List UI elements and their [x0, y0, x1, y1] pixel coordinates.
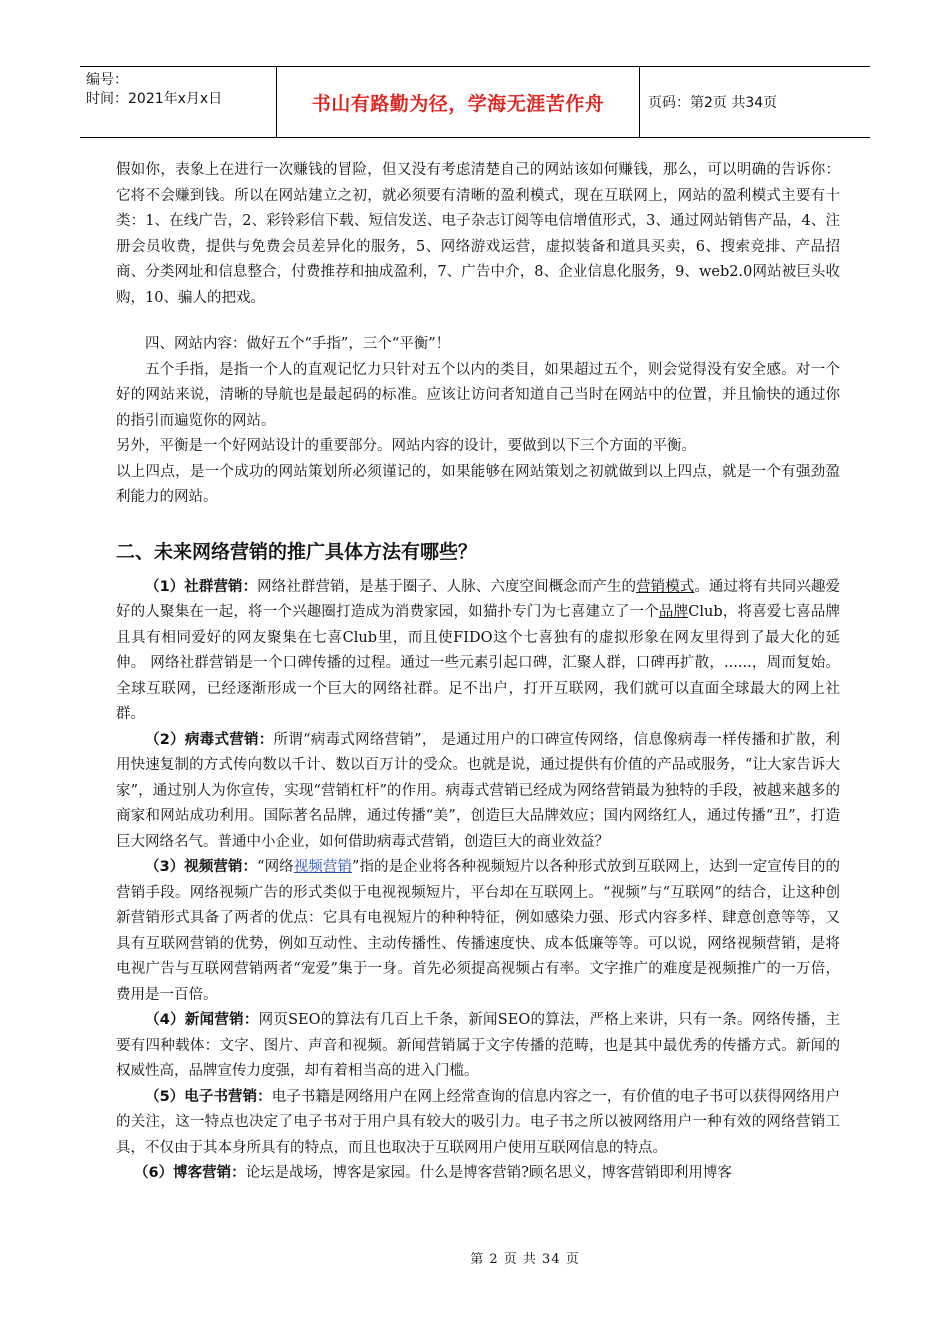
section-four-heading: 四、网站内容：做好五个“手指”，三个“平衡”！	[145, 336, 451, 352]
page-footer: 第 2 页 共 34 页	[470, 1252, 580, 1267]
number-label: 编号：	[86, 72, 128, 88]
item-video-marketing: （3）视频营销：“网络视频营销”指的是企业将各种视频短片以各种形式放到互联网上，达到一定宣传目的的营销手段。网络视频广告的形式类似于电视视频短片，平台却在互联网上。“视频”与“互联网”的结合，让这种创新营销形式具备了两者的优点：它具有电视短片的种种特征，例如感染力强、形式内容多样、肆意创意等等，又具有互联网营销的优势，例如互动性、主动传播性、传播速度快、成本低廉等等。可以说，网络视频营销，是将电视广告与互联网营销两者“宠爱”集于一身。首先必须提高视频占有率。文字推广的难度是视频推广的一万倍，费用是一百倍。	[116, 859, 840, 1003]
item-ebook-marketing: （5）电子书营销：电子书籍是网络用户在网上经常查询的信息内容之一，有价值的电子书可以获得网络用户的关注，这一特点也决定了电子书对于用户具有较大的吸引力。电子书之所以被网络用户一种有效的网络营销工具，不仅由于其本身所具有的特点，而且也取决于互联网用户使用互联网信息的特点。	[116, 1088, 841, 1156]
link-marketing-model[interactable]: 营销模式	[636, 578, 695, 595]
paragraph-balance: 另外，平衡是一个好网站设计的重要部分。网站内容的设计，要做到以下三个方面的平衡。	[116, 438, 696, 454]
item-label: （4）新闻营销：	[145, 1012, 259, 1028]
header-motto-cell	[276, 67, 640, 137]
item-viral-marketing: （2）病毒式营销：所谓“病毒式网络营销”， 是通过用户的口碑宣传网络，信息像病毒一样传播和扩散，利用快速复制的方式传向数以千计、数以百万计的受众。也就是说，通过提供有价值的产品或服务，“让大家告诉大家”，通过别人为你宣传，实现“营销杠杆”的作用。病毒式营销已经成为网络营销最为独特的手段，被越来越多的商家和网站成功利用。国际著名品牌，通过传播“美”，创造巨大品牌效应；国内网络红人，通过传播“丑”，打造巨大网络名气。普通中小企业，如何借助病毒式营销，创造巨大的商业效益？	[116, 731, 840, 850]
document-body	[116, 158, 840, 1187]
item-community-marketing: （1）社群营销：网络社群营销，是基于圈子、人脉、六度空间概念而产生的营销模式。通过将有共同兴趣爱好的人聚集在一起，将一个兴趣圈打造成为消费家园，如猫扑专门为七喜建立了一个品牌Club，将喜爱七喜品牌且具有相同爱好的网友聚集在七喜Club里，而且使FIDO这个七喜独有的虚拟形象在网友里得到了最大化的延伸。 网络社群营销是一个口碑传播的过程。通过一些元素引起口碑，汇聚人群，口碑再扩散，......，周而复始。全球互联网，已经逐渐形成一个巨大的网络社群。足不出户，打开互联网，我们就可以直面全球最大的网上社群。	[116, 578, 841, 722]
page-header	[80, 66, 870, 138]
paragraph-five-fingers: 五个手指，是指一个人的直观记忆力只针对五个以内的类目，如果超过五个，则会觉得没有安全感。对一个好的网站来说，清晰的导航也是最起码的标准。应该让访问者知道自己当时在网站中的位置，并且愉快的通过你的指引而遍览你的网站。	[116, 361, 840, 429]
item-label: （2）病毒式营销：	[145, 731, 274, 748]
item-blog-marketing: （6）博客营销：论坛是战场，博客是家园。什么是博客营销?顾名思义，博客营销即利用博客	[134, 1165, 732, 1181]
header-meta	[80, 67, 276, 137]
date-label: 时间：2021年x月x日	[86, 91, 223, 107]
item-label: （6）博客营销：	[134, 1165, 246, 1181]
section-two-heading: 二、未来网络营销的推广具体方法有哪些？	[116, 540, 478, 563]
header-page-info: 页码：第2页 共34页	[648, 95, 778, 111]
item-label: （3）视频营销：	[145, 859, 258, 875]
paragraph-summary: 以上四点，是一个成功的网站策划所必须谨记的，如果能够在网站策划之初就做到以上四点，就是一个有强劲盈利能力的网站。	[116, 463, 840, 505]
link-video-marketing[interactable]: 视频营销	[293, 859, 352, 875]
item-news-marketing: （4）新闻营销：网页SEO的算法有几百上千条，新闻SEO的算法，严格上来讲，只有一条。网络传播，主要有四种载体：文字、图片、声音和视频。新闻营销属于文字传播的范畴，也是其中最优秀的传播方式。新闻的权威性高，品牌宣传力度强，却有着相当高的进入门槛。	[116, 1012, 840, 1079]
paragraph-profit-model: 假如你，表象上在进行一次赚钱的冒险，但又没有考虑清楚自己的网站该如何赚钱，那么，可以明确的告诉你：它将不会赚到钱。所以在网站建立之初，就必须要有清晰的盈利模式，现在互联网上，网站的盈利模式主要有十类：1、在线广告，2、彩铃彩信下载、短信发送、电子杂志订阅等电信增值形式，3、通过网站销售产品，4、注册会员收费，提供与免费会员差异化的服务，5、网络游戏运营，虚拟装备和道具买卖，6、搜索竞排、产品招商、分类网址和信息整合，付费推荐和抽成盈利，7、广告中介，8、企业信息化服务，9、web2.0网站被巨头收购，10、骗人的把戏。	[116, 162, 840, 306]
header-motto: 书山有路勤为径，学海无涯苦作舟	[311, 92, 605, 115]
link-brand[interactable]: 品牌	[658, 604, 689, 620]
item-label: （1）社群营销：	[145, 578, 258, 595]
item-label: （5）电子书营销：	[145, 1088, 272, 1105]
